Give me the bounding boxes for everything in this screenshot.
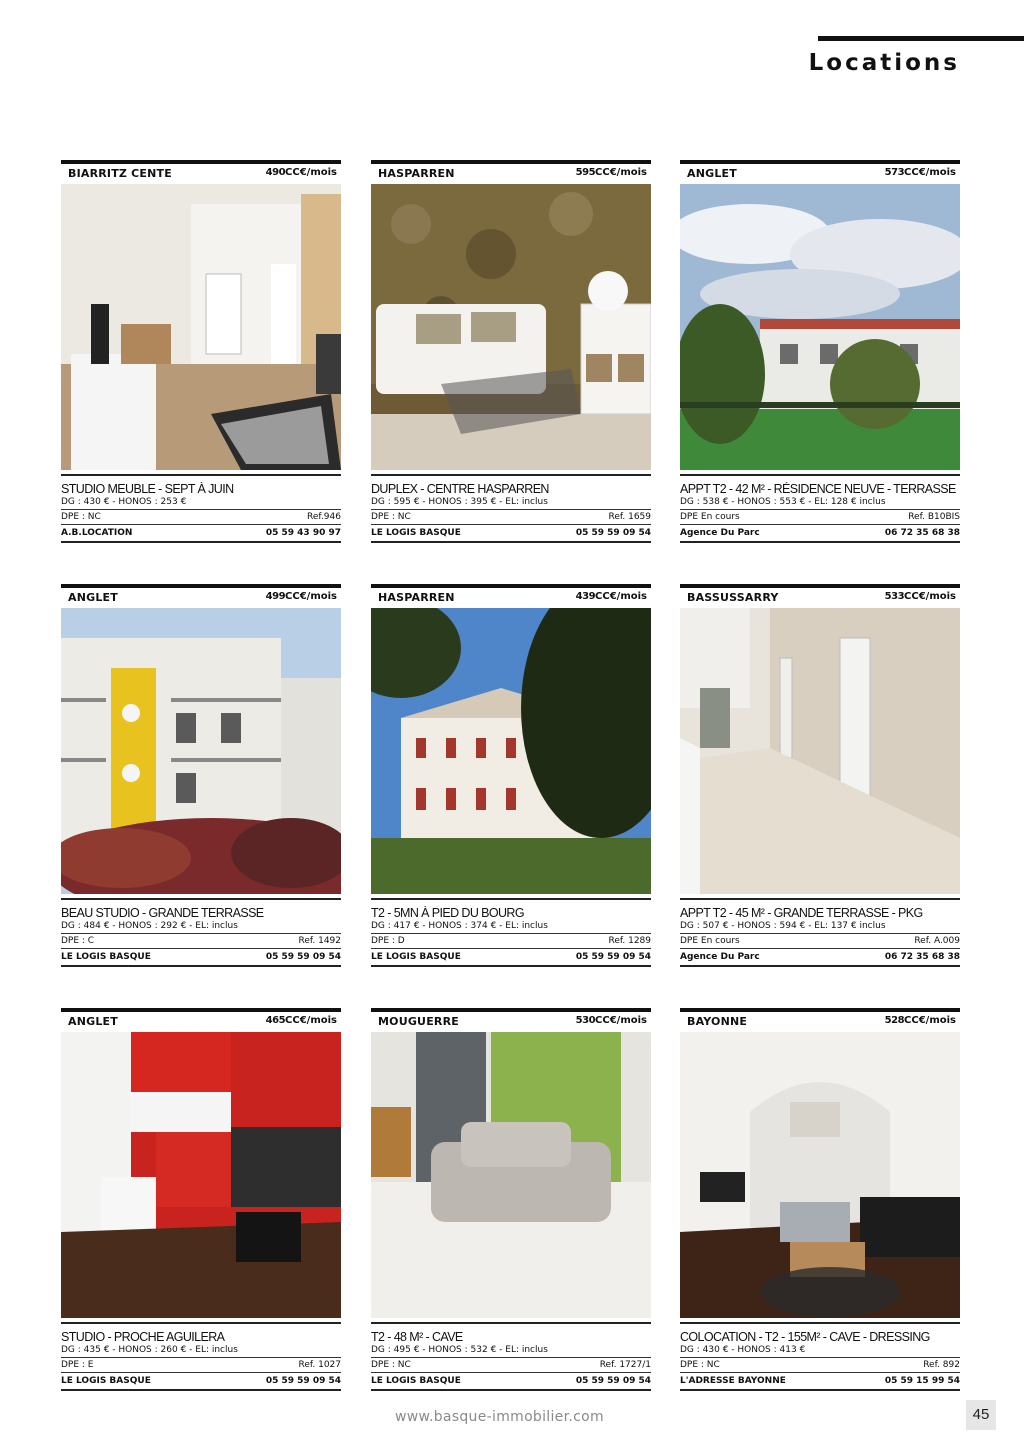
listing-agency: A.B.LOCATION	[61, 528, 133, 538]
listing-title: DUPLEX - CENTRE HASPARREN	[371, 482, 549, 496]
listing-ref: Ref. A.009	[914, 936, 960, 946]
listing-title: STUDIO - PROCHE AGUILERA	[61, 1330, 225, 1344]
listing-ref: Ref.946	[307, 512, 341, 522]
listing-agency: LE LOGIS BASQUE	[371, 528, 461, 538]
listing-fees: DG : 430 € - HONOS : 413 €	[680, 1345, 806, 1355]
listing-card[interactable]	[371, 584, 651, 967]
listing-phone[interactable]: 05 59 59 09 54	[575, 1376, 651, 1386]
listing-agency-row	[371, 1373, 651, 1391]
listing-ref: Ref. 892	[923, 1360, 960, 1370]
listing-ref: Ref. 1027	[298, 1360, 341, 1370]
listing-agency: Agence Du Parc	[680, 952, 760, 962]
listing-fees: DG : 595 € - HONOS : 395 € - EL: inclus	[371, 497, 548, 507]
listing-title: STUDIO MEUBLE - SEPT À JUIN	[61, 482, 234, 496]
listing-phone[interactable]: 05 59 15 99 54	[884, 1376, 960, 1386]
listing-price: 530CC€/mois	[575, 1015, 647, 1026]
listing-phone[interactable]: 05 59 59 09 54	[265, 1376, 341, 1386]
listing-agency: L'ADRESSE BAYONNE	[680, 1376, 786, 1386]
listing-agency-row	[371, 525, 651, 543]
listing-dpe-row	[61, 1357, 341, 1373]
listing-dpe: DPE En cours	[680, 512, 740, 522]
listing-dpe-row	[371, 1357, 651, 1373]
listing-ref: Ref. 1727/1	[599, 1360, 651, 1370]
listing-card[interactable]	[680, 584, 960, 967]
listing-phone[interactable]: 06 72 35 68 38	[884, 528, 960, 538]
listing-fees: DG : 417 € - HONOS : 374 € - EL: inclus	[371, 921, 548, 931]
listing-price: 528CC€/mois	[884, 1015, 956, 1026]
listing-price: 533CC€/mois	[884, 591, 956, 602]
listing-agency: LE LOGIS BASQUE	[371, 952, 461, 962]
listing-card[interactable]	[680, 160, 960, 543]
listing-title: T2 - 5MN À PIED DU BOURG	[371, 906, 524, 920]
listing-city: HASPARREN	[378, 591, 455, 604]
listing-fees: DG : 495 € - HONOS : 532 € - EL: inclus	[371, 1345, 548, 1355]
listing-agency: LE LOGIS BASQUE	[371, 1376, 461, 1386]
listing-agency-row	[680, 525, 960, 543]
listing-dpe-row	[680, 509, 960, 525]
listing-card[interactable]	[371, 160, 651, 543]
listing-price: 573CC€/mois	[884, 167, 956, 178]
listing-card[interactable]	[61, 584, 341, 967]
listing-title: APPT T2 - 42 M² - RÉSIDENCE NEUVE - TERRASSE	[680, 482, 956, 496]
listing-city: BASSUSSARRY	[687, 591, 779, 604]
listing-ref: Ref. 1289	[608, 936, 651, 946]
listing-price: 499CC€/mois	[265, 591, 337, 602]
listing-city: HASPARREN	[378, 167, 455, 180]
listing-phone[interactable]: 05 59 59 09 54	[265, 952, 341, 962]
listing-fees: DG : 507 € - HONOS : 594 € - EL: 137 € inclus	[680, 921, 886, 931]
listing-photo[interactable]	[371, 184, 651, 470]
listing-title: COLOCATION - T2 - 155M² - CAVE - DRESSING	[680, 1330, 930, 1344]
listing-agency-row	[680, 949, 960, 967]
page-title: Locations	[808, 50, 960, 76]
website-link[interactable]: www.basque-immobilier.com	[395, 1409, 604, 1425]
listing-photo[interactable]	[61, 1032, 341, 1318]
listing-card[interactable]	[371, 1008, 651, 1391]
listing-ref: Ref. B10BIS	[908, 512, 960, 522]
listing-agency-row	[61, 949, 341, 967]
listing-photo[interactable]	[680, 608, 960, 894]
listing-title: BEAU STUDIO - GRANDE TERRASSE	[61, 906, 264, 920]
listing-dpe: DPE : D	[371, 936, 405, 946]
listing-agency: LE LOGIS BASQUE	[61, 1376, 151, 1386]
listing-photo[interactable]	[680, 1032, 960, 1318]
listing-dpe: DPE : E	[61, 1360, 94, 1370]
listing-agency-row	[61, 1373, 341, 1391]
listing-fees: DG : 484 € - HONOS : 292 € - EL: inclus	[61, 921, 238, 931]
listing-dpe-row	[371, 509, 651, 525]
listing-phone[interactable]: 05 59 59 09 54	[575, 528, 651, 538]
listing-phone[interactable]: 06 72 35 68 38	[884, 952, 960, 962]
listing-agency-row	[371, 949, 651, 967]
listing-photo[interactable]	[680, 184, 960, 470]
listing-fees: DG : 430 € - HONOS : 253 €	[61, 497, 187, 507]
listing-city: ANGLET	[687, 167, 737, 180]
listing-photo[interactable]	[371, 1032, 651, 1318]
header-rule	[818, 36, 1024, 41]
listing-dpe-row	[61, 509, 341, 525]
listing-dpe: DPE : NC	[61, 512, 101, 522]
listing-agency: LE LOGIS BASQUE	[61, 952, 151, 962]
listing-city: ANGLET	[68, 1015, 118, 1028]
listing-city: MOUGUERRE	[378, 1015, 459, 1028]
listing-phone[interactable]: 05 59 43 90 97	[265, 528, 341, 538]
listing-city: BIARRITZ CENTE	[68, 167, 172, 180]
listing-card[interactable]	[680, 1008, 960, 1391]
listing-price: 465CC€/mois	[265, 1015, 337, 1026]
listing-ref: Ref. 1659	[608, 512, 651, 522]
listing-photo[interactable]	[371, 608, 651, 894]
listing-agency-row	[61, 525, 341, 543]
page-number: 45	[966, 1400, 996, 1430]
listing-dpe: DPE En cours	[680, 936, 740, 946]
listing-fees: DG : 435 € - HONOS : 260 € - EL: inclus	[61, 1345, 238, 1355]
listing-photo[interactable]	[61, 184, 341, 470]
listing-dpe: DPE : C	[61, 936, 95, 946]
listing-fees: DG : 538 € - HONOS : 553 € - EL: 128 € inclus	[680, 497, 886, 507]
listing-dpe-row	[680, 1357, 960, 1373]
listing-photo[interactable]	[61, 608, 341, 894]
listing-city: ANGLET	[68, 591, 118, 604]
listing-dpe: DPE : NC	[371, 512, 411, 522]
listing-card[interactable]	[61, 1008, 341, 1391]
listing-ref: Ref. 1492	[298, 936, 341, 946]
listing-card[interactable]	[61, 160, 341, 543]
listing-dpe-row	[680, 933, 960, 949]
listing-dpe-row	[61, 933, 341, 949]
listing-title: T2 - 48 M² - CAVE	[371, 1330, 463, 1344]
listing-agency: Agence Du Parc	[680, 528, 760, 538]
listing-price: 439CC€/mois	[575, 591, 647, 602]
listing-price: 595CC€/mois	[575, 167, 647, 178]
listing-city: BAYONNE	[687, 1015, 748, 1028]
listing-dpe: DPE : NC	[371, 1360, 411, 1370]
listing-price: 490CC€/mois	[265, 167, 337, 178]
listing-dpe: DPE : NC	[680, 1360, 720, 1370]
listing-dpe-row	[371, 933, 651, 949]
listing-agency-row	[680, 1373, 960, 1391]
listing-title: APPT T2 - 45 M² - GRANDE TERRASSE - PKG	[680, 906, 923, 920]
listing-phone[interactable]: 05 59 59 09 54	[575, 952, 651, 962]
